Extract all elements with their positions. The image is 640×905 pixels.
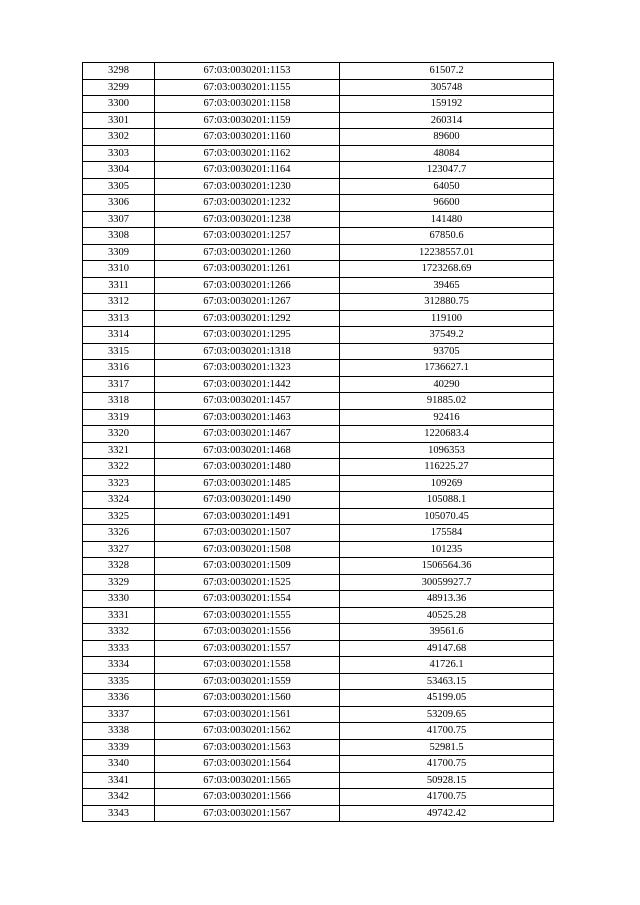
row-number-cell: 3333 (83, 640, 155, 657)
table-row (83, 360, 554, 377)
cadastral-value-cell: 39465 (340, 277, 554, 294)
table-row (83, 327, 554, 344)
cadastral-number-cell: 67:03:0030201:1554 (155, 591, 340, 608)
row-number-cell: 3323 (83, 475, 155, 492)
row-number-cell: 3330 (83, 591, 155, 608)
cadastral-value-cell: 41700.75 (340, 789, 554, 806)
row-number-cell: 3325 (83, 508, 155, 525)
row-number-cell: 3338 (83, 723, 155, 740)
table-row (83, 673, 554, 690)
cadastral-number-cell: 67:03:0030201:1442 (155, 376, 340, 393)
cadastral-value-cell: 1096353 (340, 442, 554, 459)
row-number-cell: 3298 (83, 63, 155, 80)
cadastral-value-cell: 91885.02 (340, 393, 554, 410)
cadastral-number-cell: 67:03:0030201:1567 (155, 805, 340, 822)
row-number-cell: 3299 (83, 79, 155, 96)
cadastral-value-cell: 49742.42 (340, 805, 554, 822)
table-row (83, 706, 554, 723)
table-row (83, 591, 554, 608)
row-number-cell: 3342 (83, 789, 155, 806)
cadastral-value-cell: 41700.75 (340, 723, 554, 740)
cadastral-value-cell: 40525.28 (340, 607, 554, 624)
row-number-cell: 3304 (83, 162, 155, 179)
cadastral-value-cell: 48084 (340, 145, 554, 162)
cadastral-number-cell: 67:03:0030201:1559 (155, 673, 340, 690)
table-row (83, 426, 554, 443)
row-number-cell: 3320 (83, 426, 155, 443)
table-row (83, 261, 554, 278)
row-number-cell: 3322 (83, 459, 155, 476)
cadastral-value-cell: 175584 (340, 525, 554, 542)
cadastral-number-cell: 67:03:0030201:1555 (155, 607, 340, 624)
row-number-cell: 3321 (83, 442, 155, 459)
row-number-cell: 3343 (83, 805, 155, 822)
table-row (83, 442, 554, 459)
table-row (83, 294, 554, 311)
cadastral-number-cell: 67:03:0030201:1457 (155, 393, 340, 410)
table-body (83, 63, 554, 822)
cadastral-number-cell: 67:03:0030201:1556 (155, 624, 340, 641)
table-row (83, 79, 554, 96)
table-row (83, 195, 554, 212)
cadastral-value-cell: 52981.5 (340, 739, 554, 756)
row-number-cell: 3335 (83, 673, 155, 690)
cadastral-value-cell: 41726.1 (340, 657, 554, 674)
row-number-cell: 3303 (83, 145, 155, 162)
row-number-cell: 3334 (83, 657, 155, 674)
cadastral-value-cell: 50928.15 (340, 772, 554, 789)
table-row (83, 541, 554, 558)
cadastral-number-cell: 67:03:0030201:1566 (155, 789, 340, 806)
table-row (83, 162, 554, 179)
row-number-cell: 3300 (83, 96, 155, 113)
cadastral-value-cell: 105070.45 (340, 508, 554, 525)
table-row (83, 244, 554, 261)
cadastral-value-cell: 61507.2 (340, 63, 554, 80)
cadastral-number-cell: 67:03:0030201:1230 (155, 178, 340, 195)
table-row (83, 112, 554, 129)
row-number-cell: 3319 (83, 409, 155, 426)
cadastral-value-cell: 53463.15 (340, 673, 554, 690)
row-number-cell: 3302 (83, 129, 155, 146)
table-row (83, 459, 554, 476)
row-number-cell: 3313 (83, 310, 155, 327)
cadastral-number-cell: 67:03:0030201:1563 (155, 739, 340, 756)
cadastral-number-cell: 67:03:0030201:1507 (155, 525, 340, 542)
row-number-cell: 3307 (83, 211, 155, 228)
cadastral-value-cell: 101235 (340, 541, 554, 558)
cadastral-value-cell: 312880.75 (340, 294, 554, 311)
cadastral-value-cell: 119100 (340, 310, 554, 327)
cadastral-number-cell: 67:03:0030201:1267 (155, 294, 340, 311)
table-row (83, 393, 554, 410)
cadastral-value-cell: 49147.68 (340, 640, 554, 657)
table-row (83, 805, 554, 822)
cadastral-value-cell: 159192 (340, 96, 554, 113)
cadastral-value-cell: 40290 (340, 376, 554, 393)
cadastral-value-cell: 64050 (340, 178, 554, 195)
table-row (83, 211, 554, 228)
table-row (83, 277, 554, 294)
cadastral-number-cell: 67:03:0030201:1162 (155, 145, 340, 162)
cadastral-number-cell: 67:03:0030201:1485 (155, 475, 340, 492)
table-row (83, 723, 554, 740)
table-row (83, 690, 554, 707)
cadastral-value-cell: 1506564.36 (340, 558, 554, 575)
table-row (83, 228, 554, 245)
row-number-cell: 3311 (83, 277, 155, 294)
row-number-cell: 3317 (83, 376, 155, 393)
cadastral-number-cell: 67:03:0030201:1266 (155, 277, 340, 294)
cadastral-number-cell: 67:03:0030201:1260 (155, 244, 340, 261)
cadastral-number-cell: 67:03:0030201:1323 (155, 360, 340, 377)
table-row (83, 574, 554, 591)
cadastral-value-cell: 41700.75 (340, 756, 554, 773)
table-row (83, 129, 554, 146)
cadastral-number-cell: 67:03:0030201:1509 (155, 558, 340, 575)
cadastral-number-cell: 67:03:0030201:1508 (155, 541, 340, 558)
cadastral-value-table (82, 62, 554, 822)
cadastral-value-cell: 92416 (340, 409, 554, 426)
row-number-cell: 3340 (83, 756, 155, 773)
cadastral-number-cell: 67:03:0030201:1292 (155, 310, 340, 327)
table-row (83, 145, 554, 162)
cadastral-value-cell: 123047.7 (340, 162, 554, 179)
row-number-cell: 3310 (83, 261, 155, 278)
cadastral-number-cell: 67:03:0030201:1525 (155, 574, 340, 591)
row-number-cell: 3305 (83, 178, 155, 195)
table-row (83, 657, 554, 674)
cadastral-number-cell: 67:03:0030201:1295 (155, 327, 340, 344)
table-row (83, 525, 554, 542)
cadastral-value-cell: 30059927.7 (340, 574, 554, 591)
row-number-cell: 3301 (83, 112, 155, 129)
cadastral-value-cell: 39561.6 (340, 624, 554, 641)
cadastral-number-cell: 67:03:0030201:1318 (155, 343, 340, 360)
cadastral-number-cell: 67:03:0030201:1164 (155, 162, 340, 179)
cadastral-value-cell: 67850.6 (340, 228, 554, 245)
cadastral-value-cell: 45199.05 (340, 690, 554, 707)
cadastral-number-cell: 67:03:0030201:1480 (155, 459, 340, 476)
cadastral-value-cell: 93705 (340, 343, 554, 360)
row-number-cell: 3324 (83, 492, 155, 509)
cadastral-number-cell: 67:03:0030201:1159 (155, 112, 340, 129)
cadastral-value-cell: 105088.1 (340, 492, 554, 509)
row-number-cell: 3329 (83, 574, 155, 591)
row-number-cell: 3318 (83, 393, 155, 410)
cadastral-value-cell: 53209.65 (340, 706, 554, 723)
row-number-cell: 3316 (83, 360, 155, 377)
cadastral-value-cell: 12238557.01 (340, 244, 554, 261)
table-row (83, 63, 554, 80)
table-row (83, 558, 554, 575)
table-row (83, 772, 554, 789)
cadastral-number-cell: 67:03:0030201:1564 (155, 756, 340, 773)
row-number-cell: 3328 (83, 558, 155, 575)
cadastral-value-cell: 260314 (340, 112, 554, 129)
table-row (83, 409, 554, 426)
row-number-cell: 3336 (83, 690, 155, 707)
cadastral-number-cell: 67:03:0030201:1562 (155, 723, 340, 740)
cadastral-number-cell: 67:03:0030201:1491 (155, 508, 340, 525)
cadastral-number-cell: 67:03:0030201:1158 (155, 96, 340, 113)
cadastral-number-cell: 67:03:0030201:1560 (155, 690, 340, 707)
table-row (83, 310, 554, 327)
table-row (83, 508, 554, 525)
table-row (83, 756, 554, 773)
row-number-cell: 3332 (83, 624, 155, 641)
row-number-cell: 3331 (83, 607, 155, 624)
table-row (83, 492, 554, 509)
table-row (83, 475, 554, 492)
cadastral-number-cell: 67:03:0030201:1232 (155, 195, 340, 212)
cadastral-value-cell: 116225.27 (340, 459, 554, 476)
cadastral-number-cell: 67:03:0030201:1257 (155, 228, 340, 245)
cadastral-number-cell: 67:03:0030201:1155 (155, 79, 340, 96)
row-number-cell: 3327 (83, 541, 155, 558)
cadastral-number-cell: 67:03:0030201:1463 (155, 409, 340, 426)
cadastral-number-cell: 67:03:0030201:1558 (155, 657, 340, 674)
cadastral-value-cell: 305748 (340, 79, 554, 96)
cadastral-number-cell: 67:03:0030201:1561 (155, 706, 340, 723)
cadastral-value-cell: 109269 (340, 475, 554, 492)
cadastral-number-cell: 67:03:0030201:1565 (155, 772, 340, 789)
cadastral-number-cell: 67:03:0030201:1557 (155, 640, 340, 657)
cadastral-value-cell: 1220683.4 (340, 426, 554, 443)
cadastral-number-cell: 67:03:0030201:1238 (155, 211, 340, 228)
cadastral-value-cell: 37549.2 (340, 327, 554, 344)
cadastral-value-cell: 89600 (340, 129, 554, 146)
row-number-cell: 3315 (83, 343, 155, 360)
row-number-cell: 3309 (83, 244, 155, 261)
cadastral-number-cell: 67:03:0030201:1467 (155, 426, 340, 443)
table-row (83, 343, 554, 360)
row-number-cell: 3337 (83, 706, 155, 723)
table-row (83, 376, 554, 393)
cadastral-number-cell: 67:03:0030201:1468 (155, 442, 340, 459)
cadastral-value-cell: 141480 (340, 211, 554, 228)
table-row (83, 96, 554, 113)
row-number-cell: 3326 (83, 525, 155, 542)
cadastral-number-cell: 67:03:0030201:1153 (155, 63, 340, 80)
cadastral-value-cell: 96600 (340, 195, 554, 212)
table-row (83, 624, 554, 641)
row-number-cell: 3306 (83, 195, 155, 212)
table-row (83, 640, 554, 657)
cadastral-value-cell: 48913.36 (340, 591, 554, 608)
table-row (83, 607, 554, 624)
cadastral-value-cell: 1723268.69 (340, 261, 554, 278)
row-number-cell: 3312 (83, 294, 155, 311)
row-number-cell: 3339 (83, 739, 155, 756)
cadastral-number-cell: 67:03:0030201:1160 (155, 129, 340, 146)
table-row (83, 789, 554, 806)
table-row (83, 739, 554, 756)
cadastral-number-cell: 67:03:0030201:1261 (155, 261, 340, 278)
table-row (83, 178, 554, 195)
cadastral-number-cell: 67:03:0030201:1490 (155, 492, 340, 509)
row-number-cell: 3308 (83, 228, 155, 245)
cadastral-value-cell: 1736627.1 (340, 360, 554, 377)
row-number-cell: 3314 (83, 327, 155, 344)
row-number-cell: 3341 (83, 772, 155, 789)
